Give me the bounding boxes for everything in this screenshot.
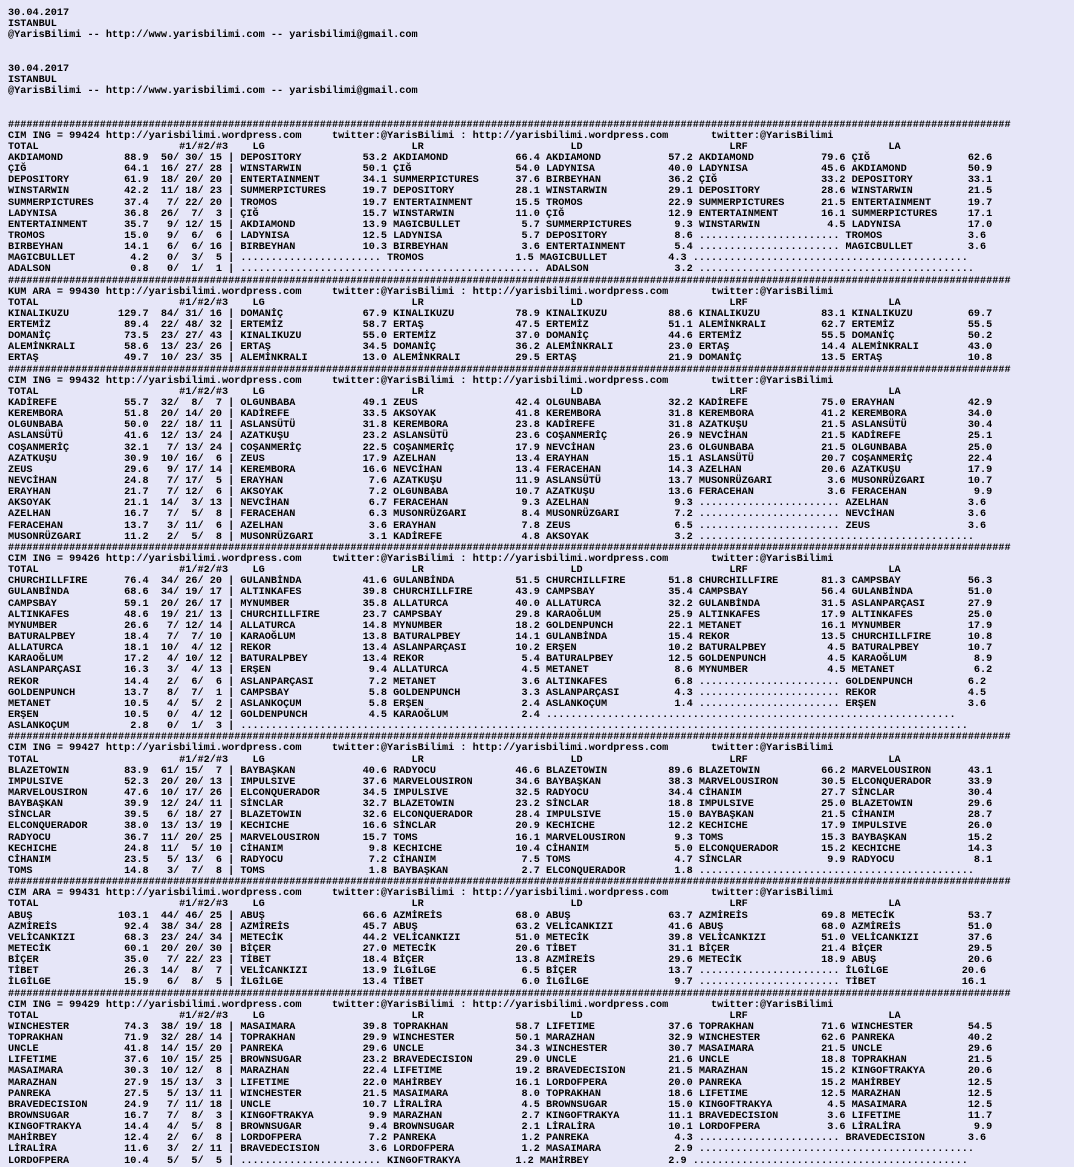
result-row: UNCLE 41.8 14/ 15/ 20 | PANREKA 29.6 UNCLE 34.3 WINCHESTER 30.7 MASAIMARA 21.5 UNCLE 29.6	[8, 1044, 993, 1056]
result-row: MYNUMBER 26.6 7/ 12/ 14 | ALLATURCA 14.8 MYNUMBER 18.2 GOLDENPUNCH 22.1 METANET 16.1 MYNUMBER 17.9	[8, 620, 993, 632]
result-row: ERŞEN 10.5 0/ 4/ 12 | GOLDENPUNCH 4.5 KARAOĞLUM 2.4 ...................................................................	[8, 709, 956, 721]
result-row: KECHICHE 24.8 11/ 5/ 10 | CİHANIM 9.8 KECHICHE 10.4 CİHANIM 5.0 ELCONQUERADOR 15.2 KECHICHE 14.3	[8, 843, 993, 855]
result-row: AKSOYAK 21.1 14/ 3/ 13 | NEVCİHAN 6.7 FERACEHAN 9.3 AZELHAN 9.3 ....................... AZELHAN 3.6	[8, 498, 987, 510]
result-row: LADYNISA 36.8 26/ 7/ 3 | ÇIĞ 15.7 WINSTARWIN 11.0 ÇIĞ 12.9 ENTERTAINMENT 16.1 SUMMERPICTURES 17.1	[8, 208, 993, 220]
result-row: KEREMBORA 51.8 20/ 14/ 20 | KADİREFE 33.5 AKSOYAK 41.8 KEREMBORA 31.8 KEREMBORA 41.2 KEREMBORA 34.0	[8, 409, 993, 421]
separator-line: ####################################################################################################################################################################	[8, 542, 1011, 554]
result-row: ZEUS 29.6 9/ 17/ 14 | KEREMBORA 16.6 NEVCİHAN 13.4 FERACEHAN 14.3 AZELHAN 20.6 AZATKUŞU 17.9	[8, 464, 993, 476]
separator-line: ####################################################################################################################################################################	[8, 275, 1011, 287]
result-row: DEPOSITORY 61.9 18/ 20/ 20 | ENTERTAINMENT 34.1 SUMMERPICTURES 37.6 BIRBEYHAN 36.2 ÇIĞ 33.2 DEPOSITORY 33.1	[8, 175, 993, 187]
separator-line: ####################################################################################################################################################################	[8, 364, 1011, 376]
result-row: WINCHESTER 74.3 38/ 19/ 18 | MASAIMARA 39.8 TOPRAKHAN 58.7 LIFETIME 37.6 TOPRAKHAN 71.6 WINCHESTER 54.5	[8, 1021, 993, 1033]
result-row: BLAZETOWIN 83.9 61/ 15/ 7 | BAYBAŞKAN 40.6 RADYOCU 46.6 BLAZETOWIN 89.6 BLAZETOWIN 66.2 MARVELOUSIRON 43.1	[8, 765, 993, 777]
result-row: SİNCLAR 39.5 6/ 18/ 27 | BLAZETOWIN 32.6 ELCONQUERADOR 28.4 IMPULSIVE 15.0 BAYBAŞKAN 21.5 CİHANIM 28.7	[8, 810, 993, 822]
result-row: AKDIAMOND 88.9 50/ 30/ 15 | DEPOSITORY 53.2 AKDIAMOND 66.4 AKDIAMOND 57.2 AKDIAMOND 79.6 ÇIĞ 62.6	[8, 152, 993, 164]
race-title: CIM ING = 99424 http://yarisbilimi.wordpress.com twitter:@YarisBilimi : http://yarisbilimi.wordpress.com twitter:@YarisBilimi	[8, 130, 834, 142]
result-row: NEVCİHAN 24.8 7/ 17/ 5 | ERAYHAN 7.6 AZATKUŞU 11.9 ASLANSÜTÜ 13.7 MUSONRÜZGARI 3.6 MUSONRÜZGARI 10.7	[8, 476, 993, 488]
result-row: OLGUNBABA 50.0 22/ 18/ 11 | ASLANSÜTÜ 31.8 KEREMBORA 23.8 KADİREFE 31.8 AZATKUŞU 21.5 ASLANSÜTÜ 30.4	[8, 420, 993, 432]
result-row: ALEMİNKRALI 58.6 13/ 23/ 26 | ERTAŞ 34.5 DOMANİÇ 36.2 ALEMİNKRALI 23.0 ERTAŞ 14.4 ALEMİNKRALI 43.0	[8, 342, 993, 354]
result-row: PANREKA 27.5 5/ 13/ 11 | WINCHESTER 21.5 MASAIMARA 8.0 TOPRAKHAN 18.6 LIFETIME 12.5 MARAZHAN 12.5	[8, 1088, 993, 1100]
result-row: ELCONQUERADOR 38.0 13/ 13/ 19 | KECHICHE 16.6 SİNCLAR 20.9 KECHICHE 12.2 KECHICHE 17.9 IMPULSIVE 26.0	[8, 821, 993, 833]
result-row: ABUŞ 103.1 44/ 46/ 25 | ABUŞ 66.6 AZMİREİS 68.0 ABUŞ 63.7 AZMİREİS 69.8 METECİK 53.7	[8, 910, 993, 922]
result-row: BİÇER 35.0 7/ 22/ 23 | TİBET 18.4 BİÇER 13.8 AZMİREİS 29.6 METECİK 18.9 ABUŞ 20.6	[8, 955, 993, 967]
header-city: ISTANBUL	[8, 19, 57, 31]
result-row: BRAVEDECISION 24.9 7/ 11/ 18 | UNCLE 10.7 LİRALİRA 4.5 BROWNSUGAR 15.0 KINGOFTRAKYA 4.5 MASAIMARA 12.5	[8, 1099, 993, 1111]
result-row: ERTAŞ 49.7 10/ 23/ 35 | ALEMİNKRALI 13.0 ALEMİNKRALI 29.5 ERTAŞ 21.9 DOMANİÇ 13.5 ERTAŞ 10.8	[8, 353, 993, 365]
result-row: REKOR 14.4 2/ 6/ 6 | ASLANPARÇASI 7.2 METANET 3.6 ALTINKAFES 6.8 ....................... GOLDENPUNCH 6.2	[8, 676, 987, 688]
result-row: BATURALPBEY 18.4 7/ 7/ 10 | KARAOĞLUM 13.8 BATURALPBEY 14.1 GULANBİNDA 15.4 REKOR 13.5 CHURCHILLFIRE 10.8	[8, 632, 993, 643]
result-row: BIRBEYHAN 14.1 6/ 6/ 16 | BIRBEYHAN 10.3 BIRBEYHAN 3.6 ENTERTAINMENT 5.4 ....................... MAGICBULLET 3.6	[8, 242, 987, 254]
race-report	[8, 120, 1070, 1167]
result-row: MAHİRBEY 12.4 2/ 6/ 8 | LORDOFPERA 7.2 PANREKA 1.2 PANREKA 4.3 ....................... BRAVEDECISION 3.6	[8, 1133, 987, 1145]
result-row: BROWNSUGAR 16.7 7/ 8/ 3 | KINGOFTRAKYA 9.9 MARAZHAN 2.7 KINGOFTRAKYA 11.1 BRAVEDECISION 3.6 LIFETIME 11.7	[8, 1111, 993, 1123]
separator-line: ####################################################################################################################################################################	[8, 732, 1011, 744]
race-title: CIM ARA = 99431 http://yarisbilimi.wordpress.com twitter:@YarisBilimi : http://yarisbilimi.wordpress.com twitter:@YarisBilimi	[8, 888, 834, 900]
result-row: GULANBİNDA 68.6 34/ 19/ 17 | ALTINKAFES 39.8 CHURCHILLFIRE 43.9 CAMPSBAY 35.4 CAMPSBAY 56.4 GULANBİNDA 51.0	[8, 587, 993, 599]
result-row: RADYOCU 36.7 11/ 20/ 25 | MARVELOUSIRON 15.7 TOMS 16.1 MARVELOUSIRON 9.3 TOMS 15.3 BAYBAŞKAN 15.2	[8, 832, 993, 844]
result-row: ERTEMİZ 89.4 22/ 48/ 32 | ERTEMİZ 58.7 ERTAŞ 47.5 ERTEMİZ 51.1 ALEMİNKRALI 62.7 ERTEMİZ 55.5	[8, 320, 993, 332]
result-row: FERACEHAN 13.7 3/ 11/ 6 | AZELHAN 3.6 ERAYHAN 7.8 ZEUS 6.5 ....................... ZEUS 3.6	[8, 520, 987, 532]
result-row: TİBET 26.3 14/ 8/ 7 | VELİCANKIZI 13.9 İLGİLGE 6.5 BİÇER 13.7 ....................... İLGİLGE 20.6	[8, 966, 987, 978]
race-title: KUM ARA = 99430 http://yarisbilimi.wordpress.com twitter:@YarisBilimi : http://yarisbilimi.wordpress.com twitter:@YarisBilimi	[8, 286, 834, 298]
result-row: COŞANMERİÇ 32.1 7/ 13/ 24 | COŞANMERİÇ 22.5 COŞANMERİÇ 17.9 NEVCİHAN 23.6 OLGUNBABA 21.5 OLGUNBABA 25.0	[8, 442, 993, 454]
result-row: METECİK 60.1 20/ 20/ 30 | BİÇER 27.0 METECİK 20.6 TİBET 31.1 BİÇER 21.4 BİÇER 29.5	[8, 943, 993, 955]
result-row: ÇIĞ 64.1 16/ 27/ 28 | WINSTARWIN 50.1 ÇIĞ 54.0 LADYNISA 40.0 LADYNISA 45.6 AKDIAMOND 50.9	[8, 164, 993, 176]
result-row: MUSONRÜZGARI 11.2 2/ 5/ 8 | MUSONRÜZGARI 3.1 KADİREFE 4.8 AKSOYAK 3.2 .............................................	[8, 531, 974, 543]
result-row: BAYBAŞKAN 39.9 12/ 24/ 11 | SİNCLAR 32.7 BLAZETOWIN 23.2 SİNCLAR 18.8 IMPULSIVE 25.0 BLAZETOWIN 29.6	[8, 799, 993, 811]
header-contact: @YarisBilimi -- http://www.yarisbilimi.com -- yarisbilimi@gmail.com	[8, 86, 418, 98]
result-row: CİHANIM 23.5 5/ 13/ 6 | RADYOCU 7.2 CİHANIM 7.5 TOMS 4.7 SİNCLAR 9.9 RADYOCU 8.1	[8, 854, 993, 866]
result-row: KINALIKUZU 129.7 84/ 31/ 16 | DOMANİÇ 67.9 KINALIKUZU 78.9 KINALIKUZU 88.6 KINALIKUZU 83.1 KINALIKUZU 69.7	[8, 308, 993, 320]
column-header: TOTAL #1/#2/#3 LG LR LD LRF LA	[8, 754, 901, 766]
result-row: ADALSON 0.8 0/ 1/ 1 | ................................................. ADALSON 3.2 .............................................	[8, 264, 974, 276]
header-contact: @YarisBilimi -- http://www.yarisbilimi.com -- yarisbilimi@gmail.com	[8, 30, 418, 42]
report-sheet	[8, 8, 1070, 1167]
result-row: İLGİLGE 15.9 6/ 8/ 5 | İLGİLGE 13.4 TİBET 6.0 İLGİLGE 9.7 ....................... TİBET 16.1	[8, 977, 987, 989]
race-title: CIM ING = 99429 http://yarisbilimi.wordpress.com twitter:@YarisBilimi : http://yarisbilimi.wordpress.com twitter:@YarisBilimi	[8, 999, 834, 1011]
result-row: WINSTARWIN 42.2 11/ 18/ 23 | SUMMERPICTURES 19.7 DEPOSITORY 28.1 WINSTARWIN 29.1 DEPOSITORY 28.6 WINSTARWIN 21.5	[8, 186, 993, 198]
result-row: SUMMERPICTURES 37.4 7/ 22/ 20 | TROMOS 19.7 ENTERTAINMENT 15.5 TROMOS 22.9 SUMMERPICTURES 21.5 ENTERTAINMENT 19.7	[8, 197, 993, 209]
result-row: GOLDENPUNCH 13.7 8/ 7/ 1 | CAMPSBAY 5.8 GOLDENPUNCH 3.3 ASLANPARÇASI 4.3 ....................... REKOR 4.5	[8, 687, 987, 699]
result-row: ALLATURCA 18.1 10/ 4/ 12 | REKOR 13.4 ASLANPARÇASI 10.2 ERŞEN 10.2 BATURALPBEY 4.5 BATURALPBEY 10.7	[8, 643, 993, 655]
result-row: KARAOĞLUM 17.2 4/ 10/ 12 | BATURALPBEY 13.4 REKOR 5.4 BATURALPBEY 12.5 GOLDENPUNCH 4.5 KARAOĞLUM 8.9	[8, 654, 993, 666]
result-row: TOPRAKHAN 71.9 32/ 28/ 14 | TOPRAKHAN 29.9 WINCHESTER 50.1 MARAZHAN 32.9 WINCHESTER 62.6 PANREKA 40.2	[8, 1033, 993, 1045]
result-row: ASLANPARÇASI 16.3 3/ 4/ 13 | ERŞEN 9.4 ALLATURCA 4.5 METANET 8.6 MYNUMBER 4.5 METANET 6.2	[8, 665, 993, 677]
race-title: CIM ING = 99426 http://yarisbilimi.wordpress.com twitter:@YarisBilimi : http://yarisbilimi.wordpress.com twitter:@YarisBilimi	[8, 554, 834, 566]
result-row: LIFETIME 37.6 10/ 15/ 25 | BROWNSUGAR 23.2 BRAVEDECISION 29.0 UNCLE 21.6 UNCLE 18.8 TOPRAKHAN 21.5	[8, 1055, 993, 1067]
result-row: AZATKUŞU 30.9 10/ 16/ 6 | ZEUS 17.9 AZELHAN 13.4 ERAYHAN 15.1 ASLANSÜTÜ 20.7 COŞANMERİÇ 22.4	[8, 453, 993, 465]
result-row: MASAIMARA 30.3 10/ 12/ 8 | MARAZHAN 22.4 LIFETIME 19.2 BRAVEDECISION 21.5 MARAZHAN 15.2 KINGOFTRAKYA 20.6	[8, 1066, 993, 1078]
result-row: DOMANİÇ 73.5 23/ 27/ 43 | KINALIKUZU 55.0 ERTEMİZ 37.0 DOMANİÇ 44.6 ERTEMİZ 55.5 DOMANİÇ 50.2	[8, 331, 993, 343]
header-date: 30.04.2017	[8, 63, 70, 75]
header-city: ISTANBUL	[8, 74, 57, 86]
column-header: TOTAL #1/#2/#3 LG LR LD LRF LA	[8, 141, 901, 153]
result-row: ASLANKOÇUM 2.8 0/ 1/ 3 | .......................................................................................................................	[8, 721, 968, 733]
column-header: TOTAL #1/#2/#3 LG LR LD LRF LA	[8, 1010, 901, 1022]
result-row: LORDOFPERA 10.4 5/ 5/ 5 | ....................... KINGOFTRAKYA 1.2 MAHİRBEY 2.9 .............................................	[8, 1155, 968, 1167]
race-title: CIM ING = 99432 http://yarisbilimi.wordpress.com twitter:@YarisBilimi : http://yarisbilimi.wordpress.com twitter:@YarisBilimi	[8, 375, 834, 387]
result-row: IMPULSIVE 52.3 20/ 20/ 13 | IMPULSIVE 37.6 MARVELOUSIRON 34.6 BAYBAŞKAN 38.3 MARVELOUSIRON 30.5 ELCONQUERADOR 33.9	[8, 776, 993, 788]
result-row: TOMS 14.8 3/ 7/ 8 | TOMS 1.8 BAYBAŞKAN 2.7 ELCONQUERADOR 1.8 .............................................	[8, 865, 974, 877]
result-row: TROMOS 15.0 9/ 6/ 6 | LADYNISA 12.5 LADYNISA 5.7 DEPOSITORY 8.6 ....................... TROMOS 3.6	[8, 230, 987, 242]
result-row: ERAYHAN 21.7 7/ 12/ 6 | AKSOYAK 7.2 OLGUNBABA 10.7 AZATKUŞU 13.6 FERACEHAN 3.6 FERACEHAN 9.9	[8, 487, 993, 499]
result-row: VELİCANKIZI 68.3 23/ 24/ 34 | METECİK 44.2 VELİCANKIZI 51.0 METECİK 39.8 VELİCANKIZI 51.0 VELİCANKIZI 37.6	[8, 932, 993, 944]
column-header: TOTAL #1/#2/#3 LG LR LD LRF LA	[8, 386, 901, 398]
result-row: ALTINKAFES 48.6 19/ 21/ 13 | CHURCHILLFIRE 23.7 CAMPSBAY 29.8 KARAOĞLUM 25.9 ALTINKAFES 17.9 ALTINKAFES 25.0	[8, 609, 993, 621]
result-row: KINGOFTRAKYA 14.4 4/ 5/ 8 | BROWNSUGAR 9.4 BROWNSUGAR 2.1 LİRALİRA 10.1 LORDOFPERA 3.6 LİRALİRA 9.9	[8, 1122, 993, 1134]
result-row: MAGICBULLET 4.2 0/ 3/ 5 | ....................... TROMOS 1.5 MAGICBULLET 4.3 .............................................	[8, 253, 968, 265]
column-header: TOTAL #1/#2/#3 LG LR LD LRF LA	[8, 565, 901, 577]
result-row: KADİREFE 55.7 32/ 8/ 7 | OLGUNBABA 49.1 ZEUS 42.4 OLGUNBABA 32.2 KADİREFE 75.0 ERAYHAN 42.9	[8, 398, 993, 410]
result-row: METANET 10.5 4/ 5/ 2 | ASLANKOÇUM 5.8 ERŞEN 2.4 ASLANKOÇUM 1.4 ....................... ERŞEN 3.6	[8, 698, 987, 710]
result-row: AZELHAN 16.7 7/ 5/ 8 | FERACEHAN 6.3 MUSONRÜZGARI 8.4 MUSONRÜZGARI 7.2 ....................... NEVCİHAN 3.6	[8, 509, 987, 521]
header-date: 30.04.2017	[8, 8, 70, 19]
result-row: AZMİREİS 92.4 38/ 34/ 28 | AZMİREİS 45.7 ABUŞ 63.2 VELİCANKIZI 41.6 ABUŞ 68.0 AZMİREİS 51.0	[8, 921, 993, 933]
separator-line: ####################################################################################################################################################################	[8, 988, 1011, 1000]
column-header: TOTAL #1/#2/#3 LG LR LD LRF LA	[8, 899, 901, 911]
separator-line: ####################################################################################################################################################################	[8, 877, 1011, 889]
result-row: CHURCHILLFIRE 76.4 34/ 26/ 20 | GULANBİNDA 41.6 GULANBİNDA 51.5 CHURCHILLFIRE 51.8 CHURCHILLFIRE 81.3 CAMPSBAY 56.3	[8, 576, 993, 588]
result-row: MARAZHAN 27.9 15/ 13/ 3 | LIFETIME 22.0 MAHİRBEY 16.1 LORDOFPERA 20.0 PANREKA 15.2 MAHİRBEY 12.5	[8, 1077, 993, 1089]
result-row: CAMPSBAY 59.1 20/ 26/ 17 | MYNUMBER 35.8 ALLATURCA 40.0 ALLATURCA 32.2 GULANBİNDA 31.5 ASLANPARÇASI 27.9	[8, 598, 993, 610]
column-header: TOTAL #1/#2/#3 LG LR LD LRF LA	[8, 297, 901, 309]
race-title: CIM ING = 99427 http://yarisbilimi.wordpress.com twitter:@YarisBilimi : http://yarisbilimi.wordpress.com twitter:@YarisBilimi	[8, 743, 834, 755]
separator-line: ####################################################################################################################################################################	[8, 119, 1011, 131]
result-row: MARVELOUSIRON 47.6 10/ 17/ 26 | ELCONQUERADOR 34.5 IMPULSIVE 32.5 RADYOCU 34.4 CİHANIM 27.7 SİNCLAR 30.4	[8, 787, 993, 799]
result-row: LİRALİRA 11.6 3/ 2/ 11 | BRAVEDECISION 3.6 LORDOFPERA 1.2 MASAIMARA 2.9 .............................................	[8, 1144, 974, 1156]
result-row: ENTERTAINMENT 35.7 9/ 12/ 15 | AKDIAMOND 13.9 MAGICBULLET 5.7 SUMMERPICTURES 9.3 WINSTARWIN 4.5 LADYNISA 17.0	[8, 219, 993, 231]
result-row: ASLANSÜTÜ 41.6 12/ 13/ 24 | AZATKUŞU 23.2 ASLANSÜTÜ 23.6 COŞANMERİÇ 26.9 NEVCİHAN 21.5 KADİREFE 25.1	[8, 431, 993, 443]
